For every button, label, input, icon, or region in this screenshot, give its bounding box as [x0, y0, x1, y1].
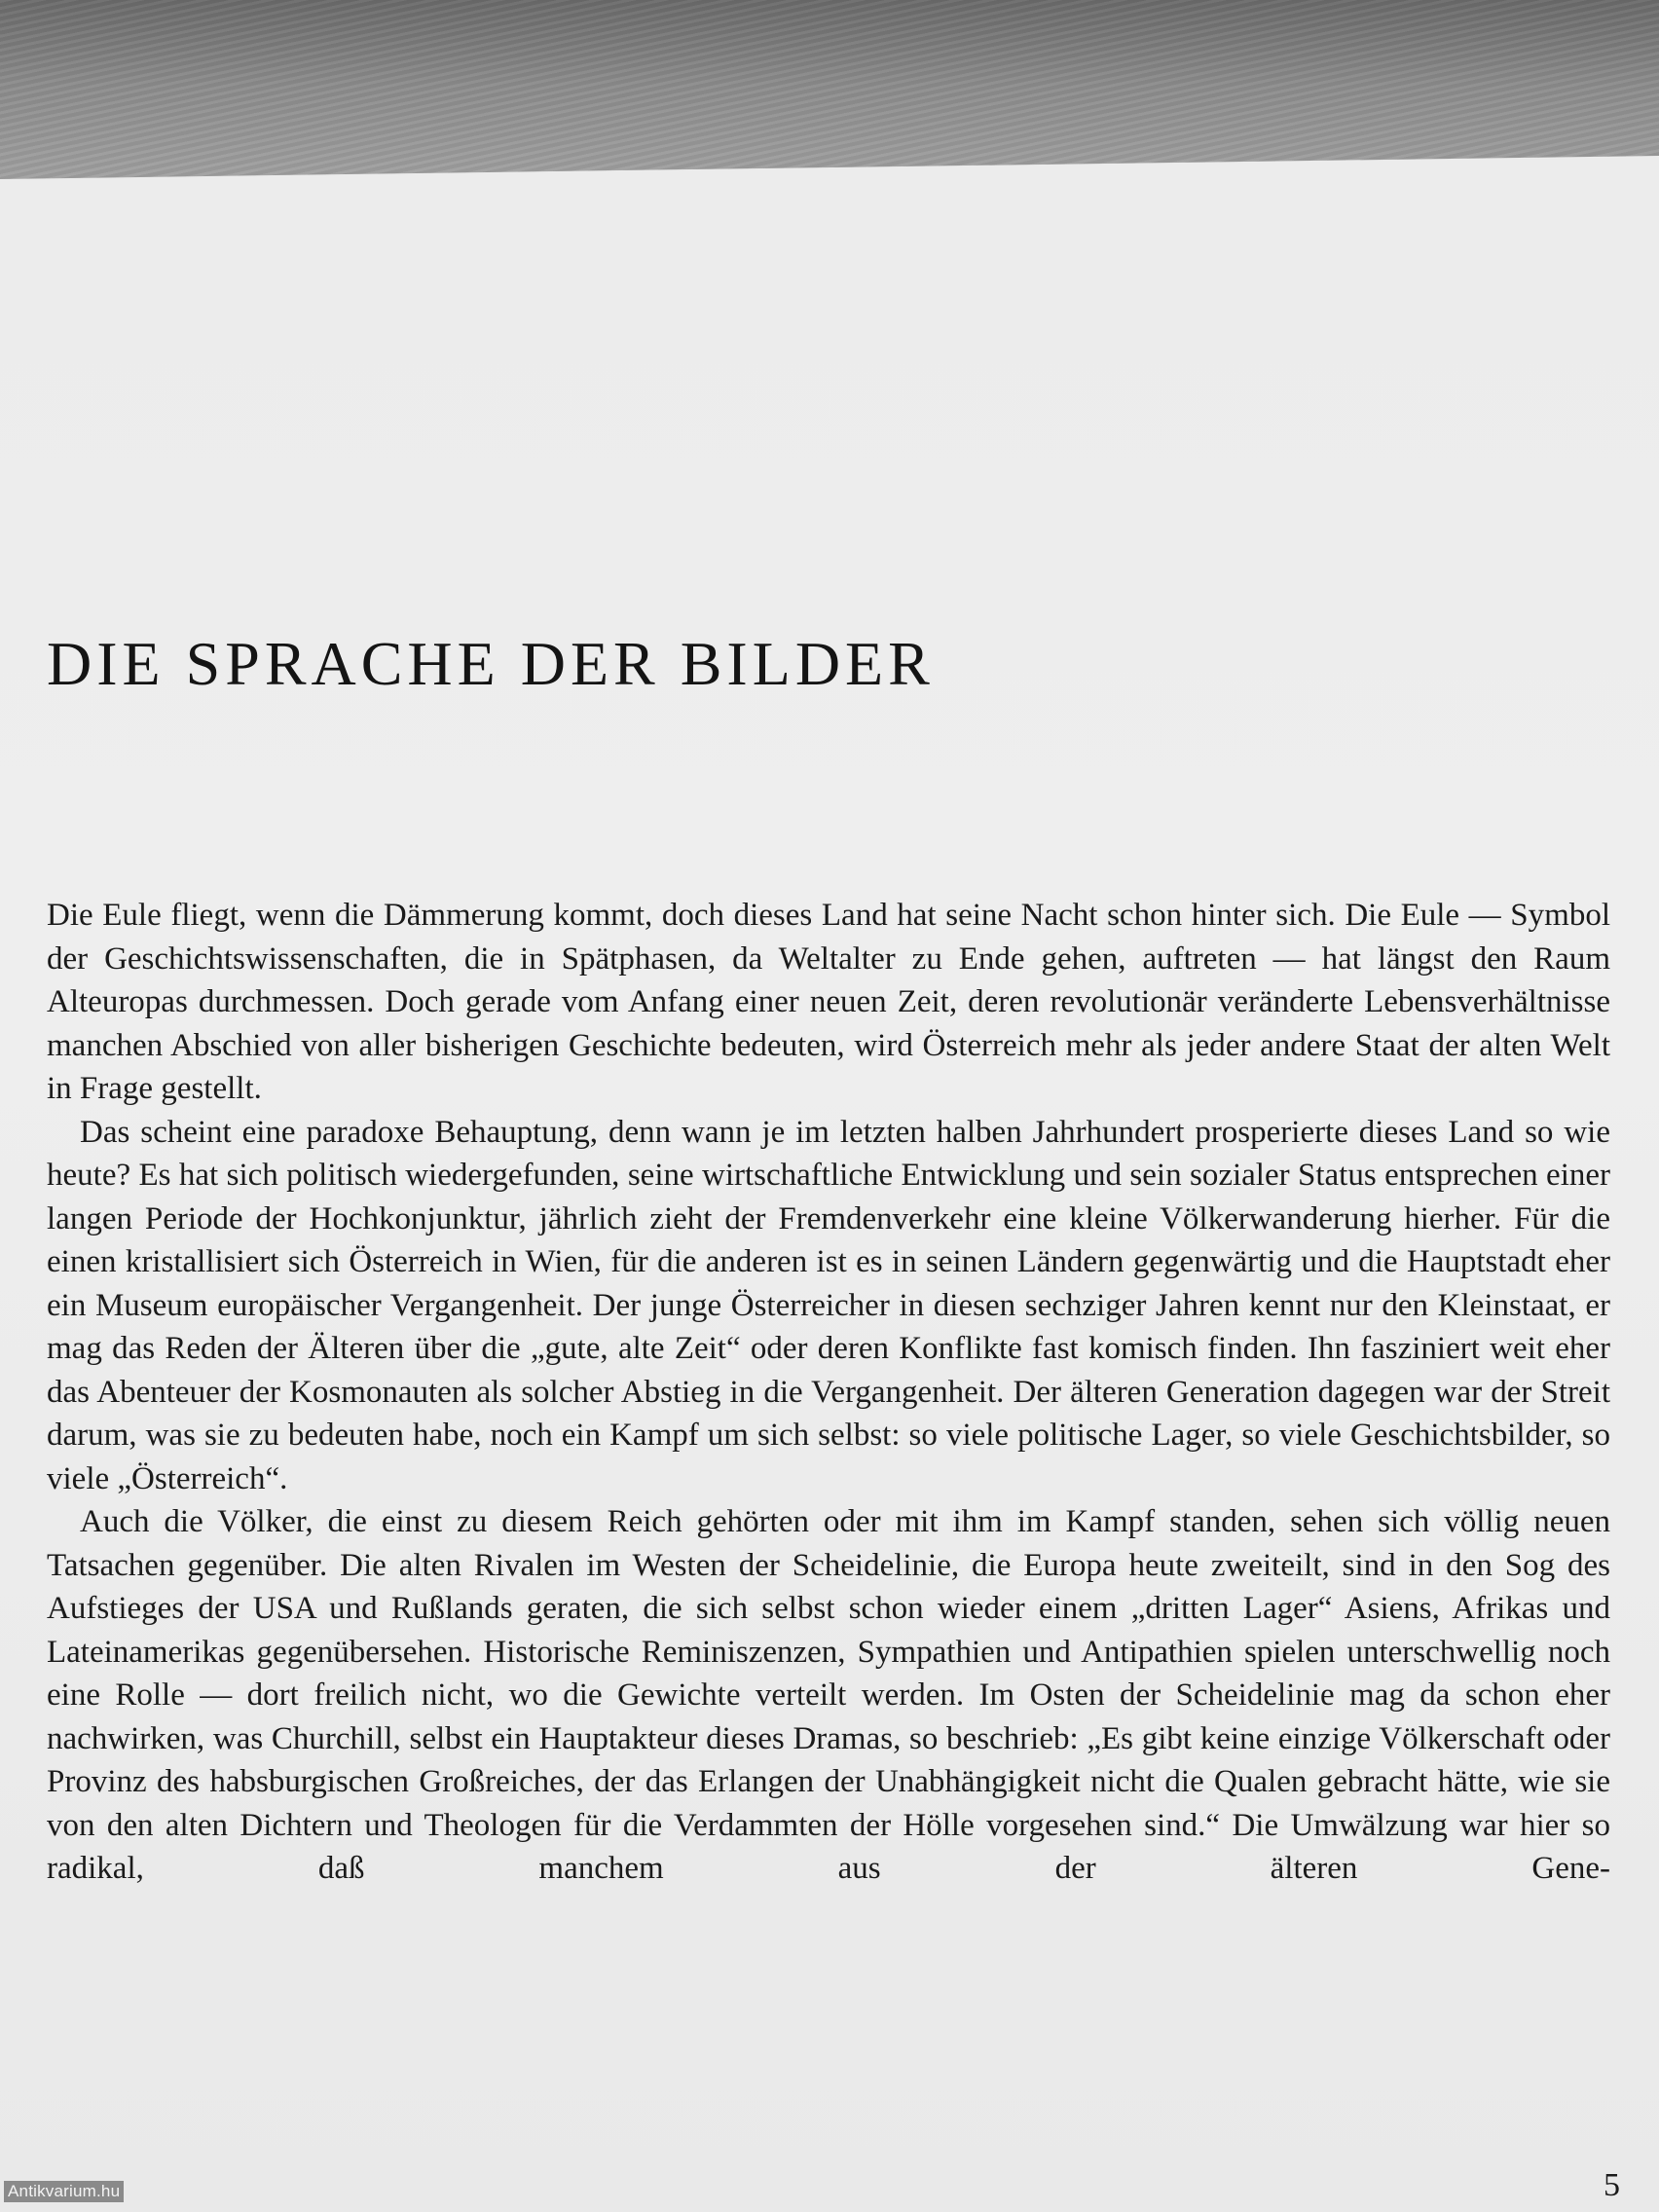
page-number: 5 — [1604, 2167, 1620, 2203]
body-text — [47, 894, 1610, 1891]
paragraph-3: Auch die Völker, die einst zu diesem Reich gehörten oder mit ihm im Kampf standen, sehen sich völlig neuen Tatsachen gegenüber. Die alten Rivalen im Westen der Scheidelinie, die Europa heute zweiteilt, sind in den Sog des Aufstieges der USA und Rußlands geraten, die sich selbst schon wieder einem „dritten Lager“ Asiens, Afrikas und Lateinamerikas gegenübersehen. Historische Reminiszenzen, Sympathien und Antipathien spielen unterschwellig noch eine Rolle — dort freilich nicht, wo die Gewichte verteilt werden. Im Osten der Scheidelinie mag da schon eher nachwirken, was Churchill, selbst ein Hauptakteur dieses Dramas, so beschrieb: „Es gibt keine einzige Völkerschaft oder Provinz des habsburgischen Großreiches, der das Erlangen der Unabhängigkeit nicht die Qualen gebracht hätte, wie sie von den alten Dichtern und Theologen für die Verdammten der Hölle vorgesehen sind.“ Die Umwälzung war hier so radikal, daß manchem aus der älteren Gene- — [47, 1504, 1610, 1886]
paragraph-2: Das scheint eine paradoxe Behauptung, denn wann je im letzten halben Jahrhundert prosperierte dieses Land so wie heute? Es hat sich politisch wiedergefunden, seine wirtschaftliche Entwicklung und sein sozialer Status entsprechen einer langen Periode der Hochkonjunktur, jährlich zieht der Fremdenverkehr eine kleine Völkerwanderung hierher. Für die einen kristallisiert sich Österreich in Wien, für die anderen ist es in seinen Ländern gegenwärtig und die Hauptstadt eher ein Museum europäischer Vergangenheit. Der junge Österreicher in diesen sechziger Jahren kennt nur den Kleinstaat, er mag das Reden der Älteren über die „gute, alte Zeit“ oder deren Konflikte fast komisch finden. Ihn fasziniert weit eher das Abenteuer der Kosmonauten als solcher Abstieg in die Vergangenheit. Der älteren Generation dagegen war der Streit darum, was sie zu bedeuten habe, noch ein Kampf um sich selbst: so viele politische Lager, so viele Geschichtsbilder, so viele „Österreich“. — [47, 1114, 1610, 1496]
watermark: Antikvarium.hu — [4, 2181, 124, 2202]
chapter-title: DIE SPRACHE DER BILDER — [47, 629, 935, 698]
paragraph-1: Die Eule fliegt, wenn die Dämmerung kommt, doch dieses Land hat seine Nacht schon hinter sich. Die Eule — Symbol der Geschichtswissenschaften, die in Spätphasen, da Weltalter zu Ende gehen, auftreten — hat längst den Raum Alteuropas durchmessen. Doch gerade vom Anfang einer neuen Zeit, deren revolutionär veränderte Lebensverhältnisse manchen Abschied von aller bisherigen Geschichte bedeuten, wird Österreich mehr als jeder andere Staat der alten Welt in Frage gestellt. — [47, 898, 1610, 1106]
